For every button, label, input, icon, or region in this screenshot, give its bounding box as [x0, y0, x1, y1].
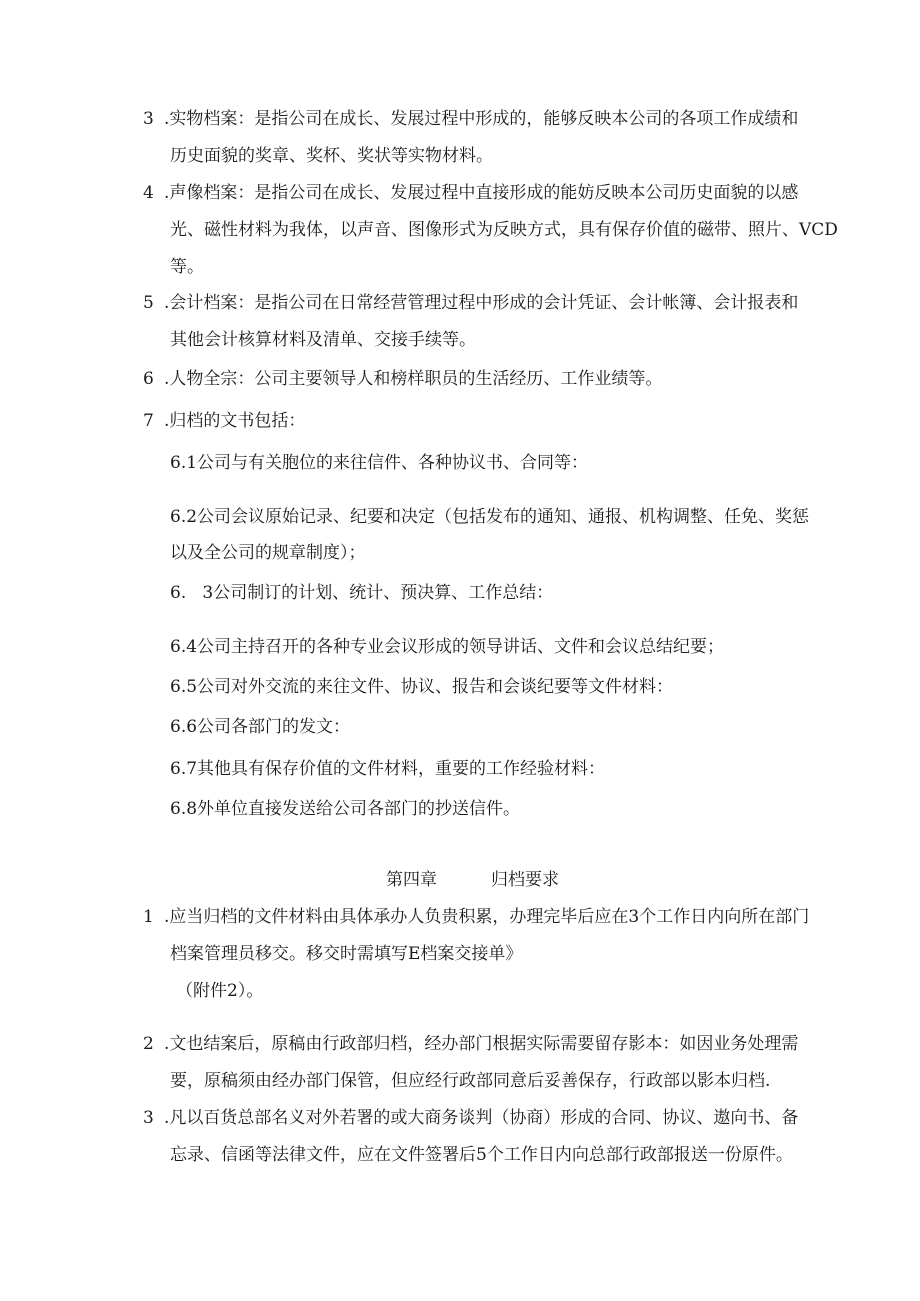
- chapter-title: 归档要求: [491, 870, 559, 890]
- item-number: 6: [143, 369, 154, 389]
- item-number: 5: [143, 293, 154, 313]
- item-text-cont: 历史面貌的奖章、奖杯、奖状等实物材料。: [170, 146, 493, 166]
- item-text-cont: 忘录、信函等法律文件，应在文件签署后5个工作日内向总部行政部报送一份原件。: [170, 1145, 793, 1165]
- chapter-number: 第四章: [386, 870, 437, 890]
- item-text: .声像档案：是指公司在成长、发展过程中直接形成的能妨反映本公司历史面貌的以感: [164, 183, 799, 203]
- sub-item: 6.1公司与有关胞位的来往信件、各种协议书、合同等：: [170, 453, 589, 473]
- item-text-cont: 档案管理员移交。移交时需填写E档案交接单》: [170, 944, 523, 964]
- item-number: 7: [143, 411, 154, 431]
- item-text-cont: 光、磁性材料为我体，以声音、图像形式为反映方式，具有保存价值的磁带、照片、VCD: [170, 220, 838, 240]
- sub-item-cont: 以及全公司的规章制度）；: [170, 543, 366, 563]
- item-text: .人物全宗：公司主要领导人和榜样职员的生活经历、工作业绩等。: [164, 369, 663, 389]
- sub-item: 6.6公司各部门的发文：: [170, 717, 351, 737]
- sub-item: 6.8外单位直接发送给公司各部门的抄送信件。: [170, 799, 521, 819]
- item-text: .实物档案：是指公司在成长、发展过程中形成的，能够反映本公司的各项工作成绩和: [164, 109, 799, 129]
- sub-item: 6.4公司主持召开的各种专业会议形成的领导讲话、文件和会议总结纪要；: [170, 637, 725, 657]
- sub-item: 6.2公司会议原始记录、纪要和决定（包括发布的通知、通报、机构调整、任免、奖惩: [170, 507, 810, 527]
- item-text-cont: 等。: [170, 257, 204, 277]
- sub-item: 6.5公司对外交流的来往文件、协议、报告和会谈纪要等文件材料：: [170, 677, 674, 697]
- item-number: 3: [143, 1108, 154, 1128]
- item-text: .会计档案：是指公司在日常经营管理过程中形成的会计凭证、会计帐簿、会计报表和: [164, 293, 799, 313]
- item-text: .归档的文书包括：: [164, 411, 306, 431]
- item-text-cont: 其他会计核算材料及清单、交接手续等。: [170, 330, 476, 350]
- item-text-cont: 要，原稿须由经办部门保管，但应经行政部同意后妥善保存，行政部以影本归档.: [170, 1071, 771, 1091]
- item-number: 3: [143, 109, 154, 129]
- item-text-cont: （附件2）。: [176, 981, 264, 1001]
- item-number: 1: [143, 907, 154, 927]
- item-number: 2: [143, 1034, 154, 1054]
- item-text: .应当归档的文件材料由具体承办人负贵积累，办理完毕后应在3个工作日内向所在部门: [164, 907, 810, 927]
- item-number: 4: [143, 183, 154, 203]
- item-text: .凡以百货总部名义对外若署的或大商务谈判（协商）形成的合同、协议、遨向书、备: [164, 1108, 799, 1128]
- sub-item: 6. 3公司制订的计划、统计、预决算、工作总结：: [170, 583, 554, 603]
- sub-item: 6.7其他具有保存价值的文件材料，重要的工作经验材料：: [170, 759, 606, 779]
- item-text: .文也结案后，原稿由行政部归档，经办部门根据实际需要留存影本：如因业务处理需: [164, 1034, 799, 1054]
